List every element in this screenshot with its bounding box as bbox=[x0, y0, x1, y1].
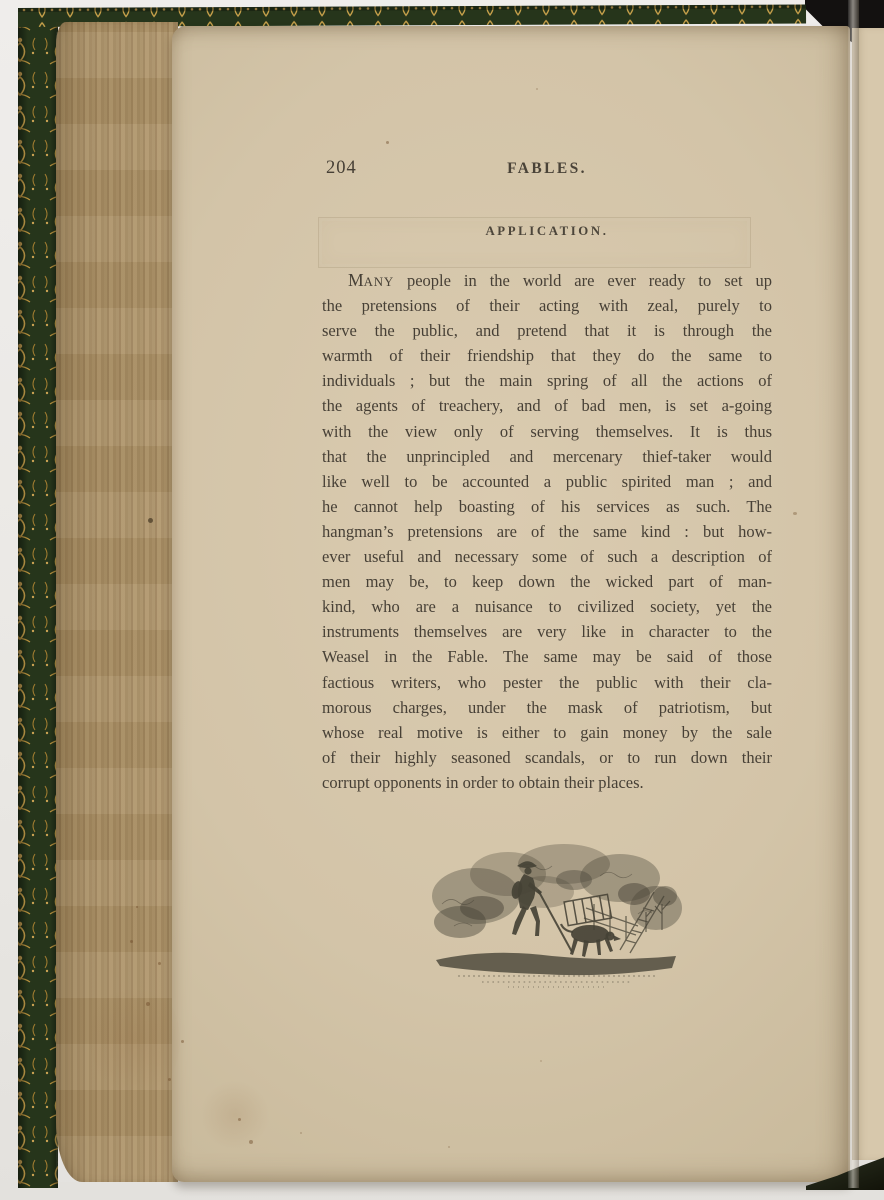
body-line: that the unprincipled and mercenary thief-taker would bbox=[322, 446, 772, 466]
drop-initial: M bbox=[348, 270, 364, 290]
small-caps-lead: ANY bbox=[363, 275, 394, 289]
body-line: men may be, to keep down the wicked part of man- bbox=[322, 572, 772, 592]
vignette-illustration bbox=[424, 834, 690, 992]
body-line: corrupt opponents in order to obtain their places. bbox=[322, 772, 644, 792]
body-line: kind, who are a nuisance to civilized society, yet the bbox=[322, 597, 772, 617]
body-line: individuals ; but the main spring of all the actions of bbox=[322, 371, 772, 391]
cover-border-left bbox=[18, 8, 58, 1188]
body-line: he cannot help boasting of his services as such. The bbox=[322, 496, 772, 516]
section-heading: APPLICATION. bbox=[485, 224, 609, 238]
ground-stipple bbox=[458, 976, 656, 987]
body-line: of their highly seasoned scandals, or to run down their bbox=[322, 747, 772, 767]
body-line: like well to be accounted a public spirited man ; and bbox=[322, 471, 772, 491]
first-line-rest: people in the world are ever ready to set up bbox=[393, 271, 772, 290]
body-line: morous charges, under the mask of patriotism, but bbox=[322, 697, 772, 717]
body-line: whose real motive is either to gain money by the sale bbox=[322, 722, 772, 742]
page-holder-strip bbox=[848, 0, 859, 1188]
body-line: instruments themselves are very like in character to the bbox=[322, 622, 772, 642]
body-line: serve the public, and pretend that it is through the bbox=[322, 321, 772, 341]
body-line: the agents of treachery, and of bad men, is set a-going bbox=[322, 396, 772, 416]
body-line: the pretensions of their acting with zeal, purely to bbox=[322, 296, 772, 316]
body-line: hangman’s pretensions are of the same kind : but how- bbox=[322, 521, 772, 541]
body-text bbox=[322, 268, 772, 795]
body-line bbox=[322, 268, 772, 293]
body-line: ever useful and necessary some of such a description of bbox=[322, 547, 772, 567]
body-line: Weasel in the Fable. The same may be said of those bbox=[322, 647, 772, 667]
page-number: 204 bbox=[326, 158, 357, 178]
body-line: factious writers, who pester the public with their cla- bbox=[322, 672, 772, 692]
running-title: FABLES. bbox=[507, 160, 587, 177]
body-line: warmth of their friendship that they do the same to bbox=[322, 346, 772, 366]
ground bbox=[436, 953, 676, 975]
body-line: with the view only of serving themselves. It is thus bbox=[322, 421, 772, 441]
